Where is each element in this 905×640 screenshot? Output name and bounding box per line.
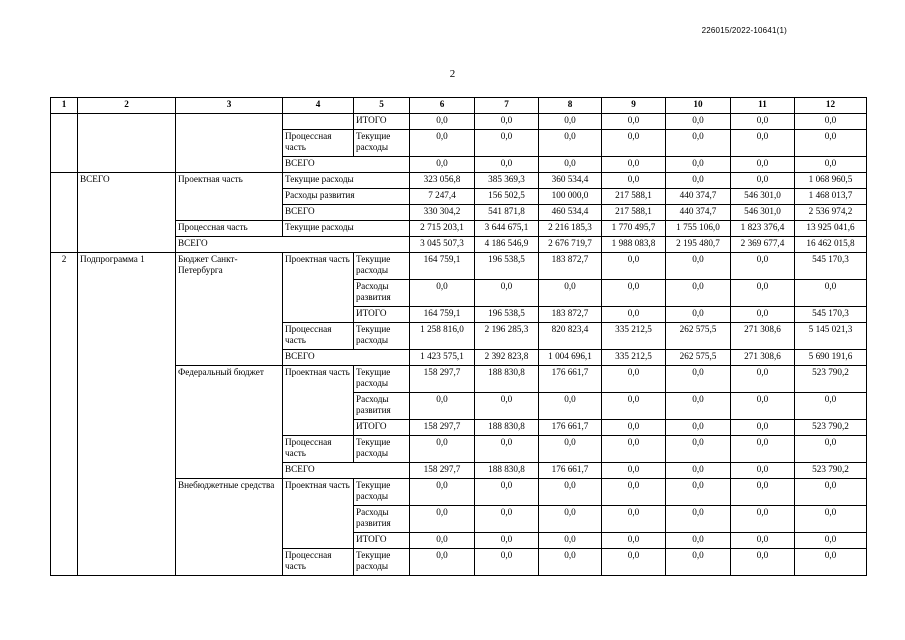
value-cell: 0,0 (795, 157, 867, 173)
row-label: Процессная часть (283, 436, 354, 463)
row-label: Текущие расходы (283, 173, 410, 189)
value-cell: 0,0 (602, 549, 666, 576)
header-cell: 7 (475, 98, 539, 114)
value-cell: 7 247,4 (410, 189, 475, 205)
value-cell: 188 830,8 (475, 463, 539, 479)
value-cell: 0,0 (602, 463, 666, 479)
value-cell: 330 304,2 (410, 205, 475, 221)
value-cell: 1 068 960,5 (795, 173, 867, 189)
value-cell: 0,0 (475, 436, 539, 463)
value-cell: 158 297,7 (410, 420, 475, 436)
header-cell: 9 (602, 98, 666, 114)
value-cell: 3 045 507,3 (410, 237, 475, 253)
value-cell: 0,0 (410, 280, 475, 307)
row-label: Процессная часть (283, 130, 354, 157)
row-label: Текущие расходы (354, 479, 410, 506)
value-cell: 0,0 (795, 280, 867, 307)
value-cell: 1 258 816,0 (410, 323, 475, 350)
value-cell: 2 392 823,8 (475, 350, 539, 366)
value-cell: 335 212,5 (602, 323, 666, 350)
value-cell: 0,0 (602, 436, 666, 463)
empty-cell (283, 114, 354, 130)
value-cell: 5 145 021,3 (795, 323, 867, 350)
value-cell: 0,0 (410, 114, 475, 130)
row-label: Текущие расходы (283, 221, 410, 237)
row-label: ВСЕГО (283, 463, 410, 479)
value-cell: 0,0 (731, 253, 795, 280)
value-cell: 545 170,3 (795, 307, 867, 323)
value-cell: 440 374,7 (666, 205, 731, 221)
value-cell: 0,0 (602, 173, 666, 189)
header-cell: 8 (539, 98, 602, 114)
row-label: ВСЕГО (283, 205, 410, 221)
value-cell: 0,0 (731, 307, 795, 323)
value-cell: 0,0 (666, 157, 731, 173)
row-label: Текущие расходы (354, 549, 410, 576)
value-cell: 100 000,0 (539, 189, 602, 205)
row-label: Расходы развития (354, 506, 410, 533)
empty-cell (78, 114, 176, 173)
row-label: Проектная часть (283, 366, 354, 436)
value-cell: 0,0 (475, 114, 539, 130)
header-cell: 10 (666, 98, 731, 114)
value-cell: 0,0 (602, 307, 666, 323)
row-label: Проектная часть (283, 479, 354, 549)
value-cell: 0,0 (731, 420, 795, 436)
value-cell: 0,0 (731, 393, 795, 420)
value-cell: 0,0 (666, 366, 731, 393)
value-cell: 0,0 (602, 506, 666, 533)
value-cell: 0,0 (475, 549, 539, 576)
row-label: Проектная часть (283, 253, 354, 323)
value-cell: 0,0 (795, 114, 867, 130)
value-cell: 0,0 (666, 436, 731, 463)
value-cell: 16 462 015,8 (795, 237, 867, 253)
value-cell: 2 196 285,3 (475, 323, 539, 350)
value-cell: 0,0 (666, 533, 731, 549)
row-label: Текущие расходы (354, 323, 410, 350)
value-cell: 0,0 (731, 549, 795, 576)
row-label: Расходы развития (283, 189, 410, 205)
value-cell: 0,0 (410, 157, 475, 173)
value-cell: 0,0 (602, 253, 666, 280)
header-cell: 3 (176, 98, 283, 114)
value-cell: 0,0 (539, 130, 602, 157)
row-number: 2 (51, 253, 78, 576)
value-cell: 3 644 675,1 (475, 221, 539, 237)
value-cell: 196 538,5 (475, 307, 539, 323)
value-cell: 1 823 376,4 (731, 221, 795, 237)
value-cell: 262 575,5 (666, 323, 731, 350)
value-cell: 0,0 (602, 130, 666, 157)
header-cell: 12 (795, 98, 867, 114)
header-cell: 4 (283, 98, 354, 114)
row-label: ВСЕГО (176, 237, 410, 253)
value-cell: 0,0 (666, 549, 731, 576)
page-number: 2 (449, 68, 456, 80)
budget-source: Бюджет Санкт-Петербурга (176, 253, 283, 366)
value-cell: 0,0 (666, 393, 731, 420)
value-cell: 0,0 (475, 506, 539, 533)
row-label: Текущие расходы (354, 253, 410, 280)
value-cell: 217 588,1 (602, 205, 666, 221)
value-cell: 820 823,4 (539, 323, 602, 350)
value-cell: 0,0 (731, 157, 795, 173)
value-cell: 0,0 (539, 506, 602, 533)
value-cell: 541 871,8 (475, 205, 539, 221)
value-cell: 0,0 (539, 280, 602, 307)
header-cell: 2 (78, 98, 176, 114)
table-row (51, 253, 867, 280)
value-cell: 0,0 (666, 479, 731, 506)
value-cell: 0,0 (666, 130, 731, 157)
value-cell: 0,0 (666, 114, 731, 130)
value-cell: 183 872,7 (539, 253, 602, 280)
value-cell: 2 369 677,4 (731, 237, 795, 253)
value-cell: 164 759,1 (410, 307, 475, 323)
value-cell: 0,0 (731, 130, 795, 157)
value-cell: 0,0 (731, 533, 795, 549)
value-cell: 0,0 (731, 506, 795, 533)
value-cell: 183 872,7 (539, 307, 602, 323)
value-cell: 0,0 (602, 420, 666, 436)
value-cell: 0,0 (539, 436, 602, 463)
value-cell: 323 056,8 (410, 173, 475, 189)
value-cell: 0,0 (731, 436, 795, 463)
header-cell: 1 (51, 98, 78, 114)
row-label: Процессная часть (176, 221, 283, 237)
row-label: ИТОГО (354, 114, 410, 130)
row-label: Текущие расходы (354, 366, 410, 393)
row-label: Расходы развития (354, 393, 410, 420)
value-cell: 0,0 (410, 533, 475, 549)
value-cell: 0,0 (731, 173, 795, 189)
value-cell: 0,0 (539, 114, 602, 130)
value-cell: 0,0 (666, 420, 731, 436)
value-cell: 0,0 (666, 307, 731, 323)
value-cell: 546 301,0 (731, 189, 795, 205)
value-cell: 0,0 (731, 280, 795, 307)
value-cell: 2 195 480,7 (666, 237, 731, 253)
value-cell: 523 790,2 (795, 420, 867, 436)
value-cell: 0,0 (602, 366, 666, 393)
value-cell: 0,0 (539, 157, 602, 173)
value-cell: 0,0 (475, 393, 539, 420)
value-cell: 0,0 (666, 253, 731, 280)
budget-source: Внебюджетные средства (176, 479, 283, 576)
value-cell: 0,0 (410, 130, 475, 157)
value-cell: 385 369,3 (475, 173, 539, 189)
value-cell: 0,0 (410, 506, 475, 533)
empty-cell (176, 114, 283, 173)
value-cell: 0,0 (410, 436, 475, 463)
value-cell: 13 925 041,6 (795, 221, 867, 237)
section-label: Подпрограмма 1 (78, 253, 176, 576)
value-cell: 0,0 (602, 479, 666, 506)
value-cell: 196 538,5 (475, 253, 539, 280)
value-cell: 0,0 (731, 366, 795, 393)
row-label: Процессная часть (283, 549, 354, 576)
value-cell: 460 534,4 (539, 205, 602, 221)
value-cell: 156 502,5 (475, 189, 539, 205)
value-cell: 1 988 083,8 (602, 237, 666, 253)
value-cell: 2 715 203,1 (410, 221, 475, 237)
empty-cell (51, 114, 78, 173)
value-cell: 0,0 (475, 157, 539, 173)
value-cell: 440 374,7 (666, 189, 731, 205)
value-cell: 158 297,7 (410, 366, 475, 393)
value-cell: 0,0 (539, 393, 602, 420)
value-cell: 176 661,7 (539, 463, 602, 479)
value-cell: 0,0 (475, 533, 539, 549)
value-cell: 176 661,7 (539, 420, 602, 436)
table-row (51, 114, 867, 130)
value-cell: 188 830,8 (475, 366, 539, 393)
value-cell: 0,0 (602, 533, 666, 549)
value-cell: 0,0 (410, 393, 475, 420)
value-cell: 164 759,1 (410, 253, 475, 280)
header-cell: 6 (410, 98, 475, 114)
value-cell: 0,0 (666, 463, 731, 479)
row-label: ИТОГО (354, 420, 410, 436)
value-cell: 0,0 (731, 479, 795, 506)
row-label: Текущие расходы (354, 436, 410, 463)
empty-cell (51, 173, 78, 253)
value-cell: 0,0 (539, 549, 602, 576)
header-cell: 11 (731, 98, 795, 114)
value-cell: 0,0 (795, 506, 867, 533)
value-cell: 545 170,3 (795, 253, 867, 280)
value-cell: 176 661,7 (539, 366, 602, 393)
budget-table (50, 97, 867, 576)
value-cell: 5 690 191,6 (795, 350, 867, 366)
value-cell: 2 536 974,2 (795, 205, 867, 221)
value-cell: 1 004 696,1 (539, 350, 602, 366)
section-label: ВСЕГО (78, 173, 176, 253)
value-cell: 1 468 013,7 (795, 189, 867, 205)
budget-source: Федеральный бюджет (176, 366, 283, 479)
value-cell: 0,0 (602, 157, 666, 173)
header-cell: 5 (354, 98, 410, 114)
value-cell: 0,0 (410, 549, 475, 576)
value-cell: 360 534,4 (539, 173, 602, 189)
value-cell: 271 308,6 (731, 323, 795, 350)
row-label: Текущие расходы (354, 130, 410, 157)
value-cell: 523 790,2 (795, 463, 867, 479)
value-cell: 188 830,8 (475, 420, 539, 436)
row-label: ВСЕГО (283, 157, 410, 173)
row-label: Проектная часть (176, 173, 283, 221)
row-label: Расходы развития (354, 280, 410, 307)
value-cell: 0,0 (731, 463, 795, 479)
table-row (51, 173, 867, 189)
value-cell: 1 770 495,7 (602, 221, 666, 237)
value-cell: 0,0 (539, 533, 602, 549)
value-cell: 0,0 (602, 393, 666, 420)
row-label: Процессная часть (283, 323, 354, 350)
value-cell: 0,0 (539, 479, 602, 506)
value-cell: 523 790,2 (795, 366, 867, 393)
value-cell: 0,0 (795, 436, 867, 463)
value-cell: 0,0 (795, 533, 867, 549)
value-cell: 2 216 185,3 (539, 221, 602, 237)
value-cell: 0,0 (602, 280, 666, 307)
value-cell: 271 308,6 (731, 350, 795, 366)
row-label: ИТОГО (354, 533, 410, 549)
value-cell: 0,0 (410, 479, 475, 506)
value-cell: 335 212,5 (602, 350, 666, 366)
value-cell: 0,0 (666, 506, 731, 533)
row-label: ВСЕГО (283, 350, 410, 366)
value-cell: 0,0 (666, 173, 731, 189)
value-cell: 546 301,0 (731, 205, 795, 221)
value-cell: 158 297,7 (410, 463, 475, 479)
document-id: 226015/2022-10641(1) (701, 26, 787, 35)
value-cell: 0,0 (602, 114, 666, 130)
value-cell: 0,0 (475, 130, 539, 157)
value-cell: 0,0 (795, 393, 867, 420)
value-cell: 1 755 106,0 (666, 221, 731, 237)
value-cell: 0,0 (475, 479, 539, 506)
value-cell: 0,0 (475, 280, 539, 307)
row-label: ИТОГО (354, 307, 410, 323)
value-cell: 4 186 546,9 (475, 237, 539, 253)
value-cell: 2 676 719,7 (539, 237, 602, 253)
value-cell: 217 588,1 (602, 189, 666, 205)
value-cell: 0,0 (795, 130, 867, 157)
value-cell: 1 423 575,1 (410, 350, 475, 366)
value-cell: 0,0 (731, 114, 795, 130)
value-cell: 0,0 (795, 479, 867, 506)
header-row (51, 98, 867, 114)
value-cell: 262 575,5 (666, 350, 731, 366)
value-cell: 0,0 (666, 280, 731, 307)
value-cell: 0,0 (795, 549, 867, 576)
